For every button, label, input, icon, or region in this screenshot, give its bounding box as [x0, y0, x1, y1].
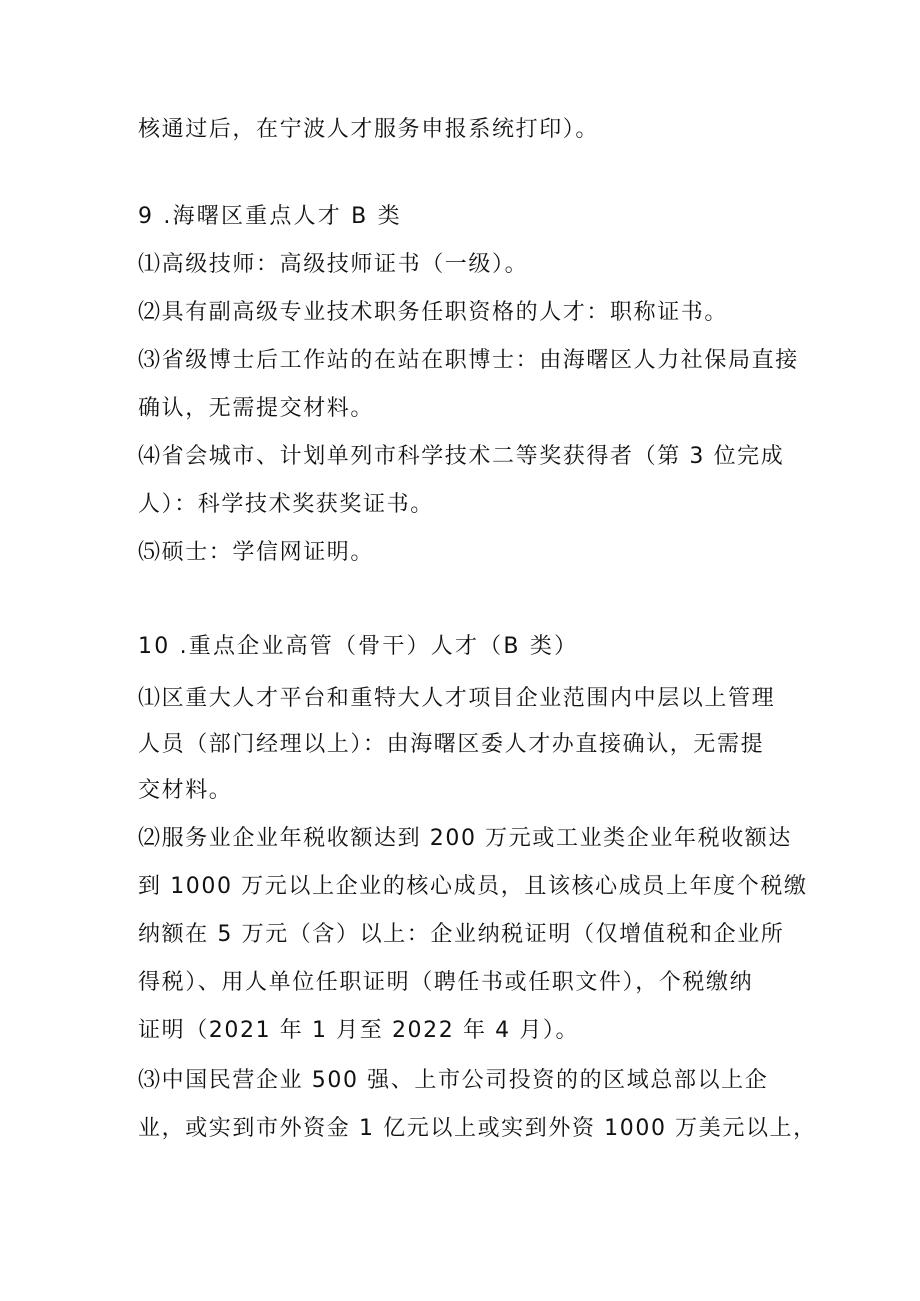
list-item-9-4: ⑷省会城市、计划单列市科学技术二等奖获得者（第 3 位完成 [138, 444, 785, 469]
list-item-9-3-cont: 确认，无需提交材料。 [138, 396, 375, 421]
list-item-10-2-cont3: 得税）、用人单位任职证明（聘任书或任职文件），个税缴纳 [138, 970, 754, 995]
list-item-9-2: ⑵具有副高级专业技术职务任职资格的人才：职称证书。 [138, 300, 729, 325]
section-heading-10: 10 .重点企业高管（骨干）人才（B 类） [138, 634, 579, 659]
list-item-9-5: ⑸硕士：学信网证明。 [138, 540, 375, 565]
list-item-9-4-cont: 人）：科学技术奖获奖证书。 [138, 492, 434, 517]
list-item-10-1-cont2: 交材料。 [138, 778, 233, 803]
list-item-10-2: ⑵服务业企业年税收额达到 200 万元或工业类企业年税收额达 [138, 826, 792, 851]
list-item-9-3: ⑶省级博士后工作站的在站在职博士：由海曙区人力社保局直接 [138, 348, 799, 373]
paragraph-line: 核通过后，在宁波人才服务申报系统打印）。 [138, 117, 600, 142]
list-item-10-3-cont: 业，或实到市外资金 1 亿元以上或实到外资 1000 万美元以上， [138, 1116, 817, 1141]
list-item-10-2-cont4: 证明（2021 年 1 月至 2022 年 4 月）。 [138, 1018, 580, 1043]
list-item-10-1: ⑴区重大人才平台和重特大人才项目企业范围内中层以上管理 [138, 686, 776, 711]
list-item-10-3: ⑶中国民营企业 500 强、上市公司投资的的区域总部以上企 [138, 1068, 769, 1093]
list-item-10-2-cont: 到 1000 万元以上企业的核心成员，且该核心成员上年度个税缴 [138, 874, 808, 899]
list-item-9-1: ⑴高级技师：高级技师证书（一级）。 [138, 252, 529, 277]
list-item-10-2-cont2: 纳额在 5 万元（含）以上：企业纳税证明（仅增值税和企业所 [138, 922, 785, 947]
section-heading-9: 9 .海曙区重点人才 B 类 [138, 204, 402, 229]
list-item-10-1-cont: 人员（部门经理以上）：由海曙区委人才办直接确认，无需提 [138, 732, 765, 757]
